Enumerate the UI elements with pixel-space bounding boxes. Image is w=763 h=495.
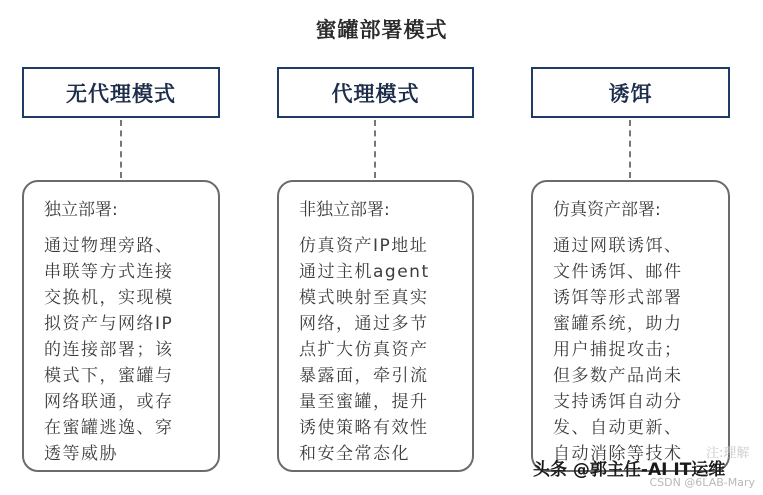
mode-header-agentless: 无代理模式 (22, 67, 220, 118)
card-line: 文件诱饵、邮件 (553, 262, 683, 282)
card-line: 网络，通过多节 (299, 314, 429, 334)
diagram-title: 蜜罐部署模式 (315, 18, 448, 42)
faint-watermark: 注:理解 (706, 446, 750, 461)
card-line: 串联等方式连接 (44, 262, 174, 282)
card-line: 通过网联诱饵、 (553, 236, 683, 256)
source-watermark: 头条 @郭主任-AI IT运维 (533, 460, 726, 480)
mode-card-decoy (531, 180, 730, 472)
card-line: 模式映射至真实 (299, 288, 429, 308)
card-body (553, 233, 718, 467)
card-line: 仿真资产IP地址 (299, 236, 429, 256)
mode-card-agentless (22, 180, 220, 472)
card-line: 通过物理旁路、 (44, 236, 174, 256)
card-line: 发、自动更新、 (553, 418, 683, 438)
card-line: 用户捕捉攻击； (553, 340, 683, 360)
card-line: 通过主机agent (299, 262, 430, 282)
card-line: 透等威胁 (44, 444, 118, 464)
mode-header-decoy: 诱饵 (531, 67, 730, 118)
card-line: 但多数产品尚未 (553, 366, 683, 386)
card-heading: 仿真资产部署: (553, 200, 661, 220)
card-line: 量至蜜罐，提升 (299, 392, 429, 412)
connector-line (374, 120, 376, 178)
card-line: 蜜罐系统，助力 (553, 314, 683, 334)
card-line: 自动消除等技术 (553, 444, 683, 464)
card-heading: 独立部署: (44, 200, 118, 220)
card-line: 的连接部署；该 (44, 340, 174, 360)
card-heading: 非独立部署: (299, 200, 390, 220)
connector-line (629, 120, 631, 178)
card-line: 在蜜罐逃逸、穿 (44, 418, 174, 438)
card-line: 诱使策略有效性 (299, 418, 429, 438)
card-line: 网络联通，或存 (44, 392, 174, 412)
connector-line (120, 120, 122, 178)
card-line: 暴露面，牵引流 (299, 366, 429, 386)
card-line: 点扩大仿真资产 (299, 340, 429, 360)
card-line: 和安全常态化 (299, 444, 410, 464)
card-body (299, 233, 462, 467)
csdn-watermark: CSDN @6LAB-Mary (649, 476, 755, 489)
card-line: 模式下，蜜罐与 (44, 366, 174, 386)
card-line: 拟资产与网络IP (44, 314, 174, 334)
card-line: 诱饵等形式部署 (553, 288, 683, 308)
card-line: 交换机，实现模 (44, 288, 174, 308)
mode-header-agent: 代理模式 (277, 67, 474, 118)
card-body (44, 233, 208, 467)
card-line: 支持诱饵自动分 (553, 392, 683, 412)
mode-card-agent (277, 180, 474, 472)
